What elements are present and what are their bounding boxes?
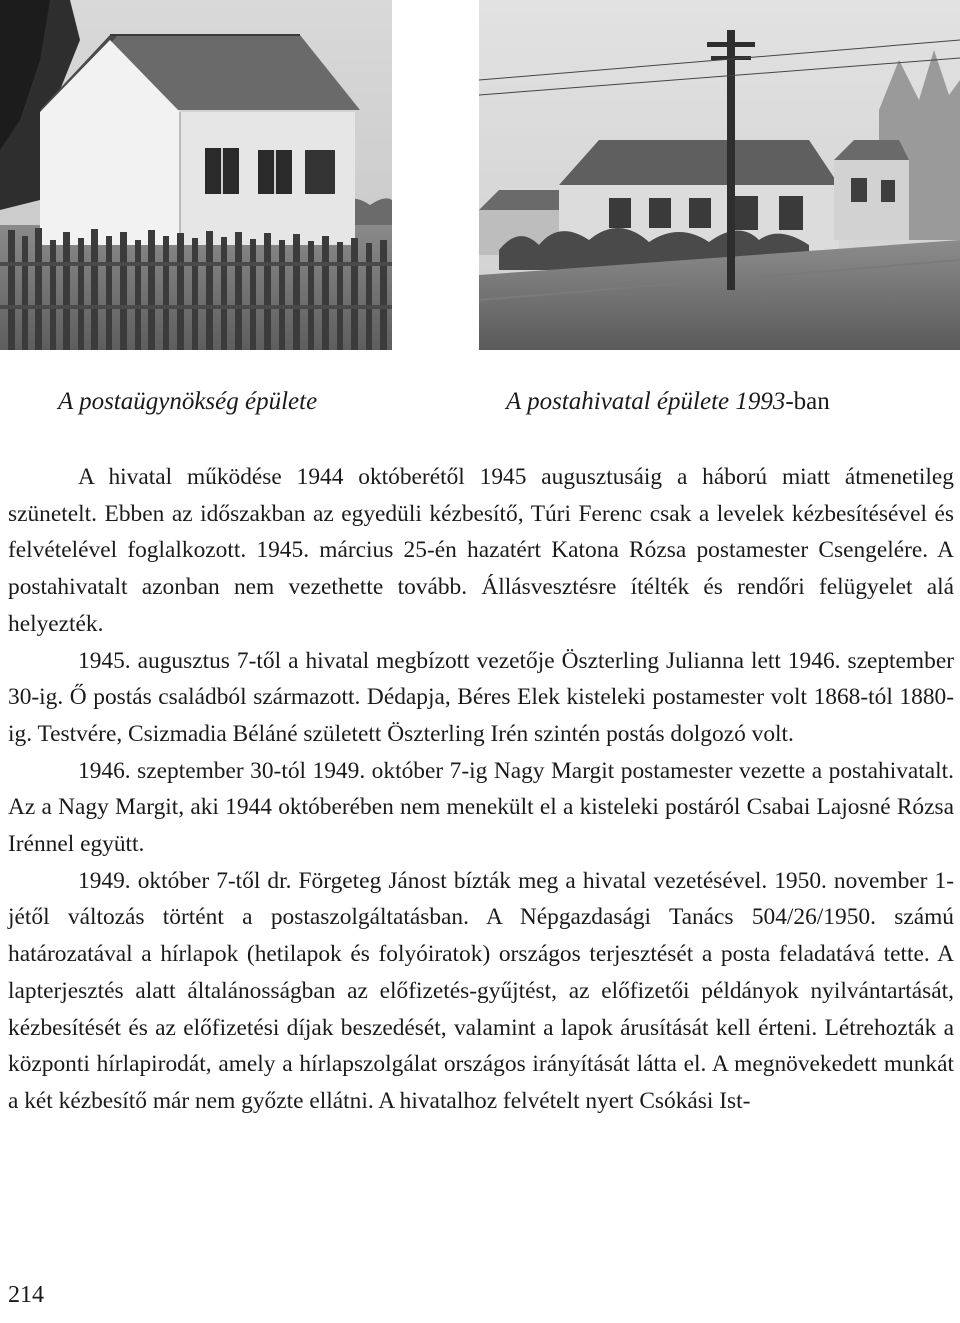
caption-right-main: A postahivatal épülete 1993: [506, 388, 786, 415]
photo-post-office-building: [479, 0, 960, 350]
page-number: 214: [8, 1282, 44, 1308]
paragraph: 1946. szeptember 30-tól 1949. október 7-ig Nagy Margit postamester vezette a postahivatalt. Az a Nagy Margit, aki 1944 októberében nem menekült el a kisteleki postáról Csabai Lajosné Rózsa Irénnel együtt.: [8, 757, 954, 858]
photo-caption-left: A postaügynökség épülete: [58, 388, 318, 415]
paragraph: 1945. augusztus 7-től a hivatal megbízott vezetője Öszterling Julianna lett 1946. szeptember 30-ig. Ő postás családból származott. Dédapja, Béres Elek kisteleki postamester volt 1868-tól 1880-ig. Testvére, Csizmadia Béláné született Öszterling Irén szintén postás dolgozó volt.: [8, 647, 954, 747]
caption-right-suffix: -ban: [785, 388, 830, 415]
body-text: [8, 459, 954, 1120]
paragraph: A hivatal működése 1944 októberétől 1945 augusztusáig a háború miatt átmenetileg szünetelt. Ebben az időszakban az egyedüli kézbesítő, Túri Ferenc csak a levelek kézbesítésével és felvételével foglalkozott. 1945. március 25-én hazatért Katona Rózsa postamester Csengelére. A postahivatalt azonban nem vezethette tovább. Állásvesztésre ítélték és rendőri felügyelet alá helyezték.: [8, 464, 954, 637]
photo-post-agency-building: [0, 0, 392, 350]
photo-caption-right: [506, 388, 830, 416]
paragraph: 1949. október 7-től dr. Förgeteg Jánost bízták meg a hivatal vezetésével. 1950. november 1-jétől változás történt a postaszolgáltatásban. A Népgazdasági Tanács 504/26/1950. számú határozatával a hírlapok (hetilapok és folyóiratok) országos terjesztését a posta feladatává tette. A lapterjesztés alatt általánosságban az előfizetés-gyűjtést, az előfizetői példányok nyilvántartását, kézbesítését és az előfizetési díjak beszedését, valamint a lapok árusítását kell érteni. Létrehozták a központi hírlapirodát, amely a hírlapszolgálat országos irányítását látta el. A megnövekedett munkát a két kézbesítő már nem győzte ellátni. A hivatalhoz felvételt nyert Csókási Ist-: [8, 867, 954, 1114]
